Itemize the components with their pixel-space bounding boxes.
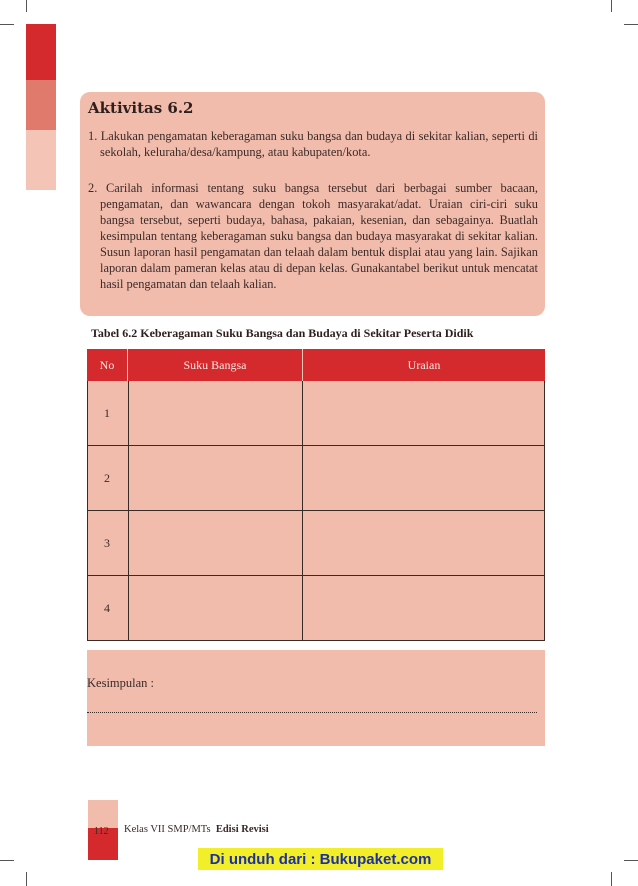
cell-suku-bangsa[interactable] [129,446,303,510]
crop-mark [26,0,27,12]
header-uraian: Uraian [407,357,441,372]
table-caption: Tabel 6.2 Keberagaman Suku Bangsa dan Budaya di Sekitar Peserta Didik [91,326,474,340]
conclusion-box [87,650,545,746]
conclusion-dotted-line[interactable] [87,712,537,713]
crop-mark [0,860,14,861]
header-no: No [87,349,128,381]
crop-mark [624,860,638,861]
page-number: 112 [94,826,109,837]
footer-book-info [124,824,269,835]
activity-item-1: 1. Lakukan pengamatan keberagaman suku bangsa dan budaya di sekitar kalian, seperti di sekolah, keluraha/desa/kampung, atau kabupaten/kota. [88,129,538,159]
download-banner[interactable]: Di unduh dari : Bukupaket.com [198,848,443,870]
cell-uraian[interactable] [303,576,544,640]
cell-uraian[interactable] [303,381,544,445]
observation-table [87,349,545,641]
activity-item-2: 2. Carilah informasi tentang suku bangsa tersebut dari berbagai sumber bacaan, pengamatan, dan wawancara dengan tokoh masyarakat/adat. Uraian ciri-ciri suku bangsa tersebut, seperti budaya, bahasa, pakaian, kesenian, dan sebagainya. Buatlah kesimpulan tentang keberagaman suku bangsa dan budaya masyarakat di sekitar kalian. Susun laporan hasil pengamatan dan telaah dalam bentuk displai atau yang lain. Sajikan laporan dalam pameran kelas atau di depan kelas. Gunakantabel berikut untuk mencatat hasil pengamatan dan telaah kalian. [88,181,538,291]
table-row [88,446,544,511]
decorative-strip-red [26,24,56,80]
activity-title: Aktivitas 6.2 [88,99,194,117]
cell-suku-bangsa[interactable] [129,511,303,575]
cell-no: 3 [88,511,129,575]
decorative-strip-salmon [26,80,56,130]
cell-suku-bangsa[interactable] [129,576,303,640]
header-suku-bangsa: Suku Bangsa [128,349,303,381]
decorative-strip-pink [26,130,56,190]
cell-uraian[interactable] [303,511,544,575]
table-body [87,381,545,641]
crop-mark [26,872,27,886]
table-header [87,349,545,381]
cell-no: 1 [88,381,129,445]
conclusion-label: Kesimpulan : [87,676,155,690]
footer-edition: Edisi Revisi [215,824,269,835]
crop-mark [0,24,14,25]
cell-uraian[interactable] [303,446,544,510]
crop-mark [624,24,638,25]
table-row [88,576,544,641]
crop-mark [611,872,612,886]
cell-no: 4 [88,576,129,640]
footer-book-title: Kelas VII SMP/MTs [124,824,211,835]
table-row [88,511,544,576]
crop-mark [611,0,612,12]
table-row [88,381,544,446]
activity-box [80,92,545,316]
cell-suku-bangsa[interactable] [129,381,303,445]
cell-no: 2 [88,446,129,510]
